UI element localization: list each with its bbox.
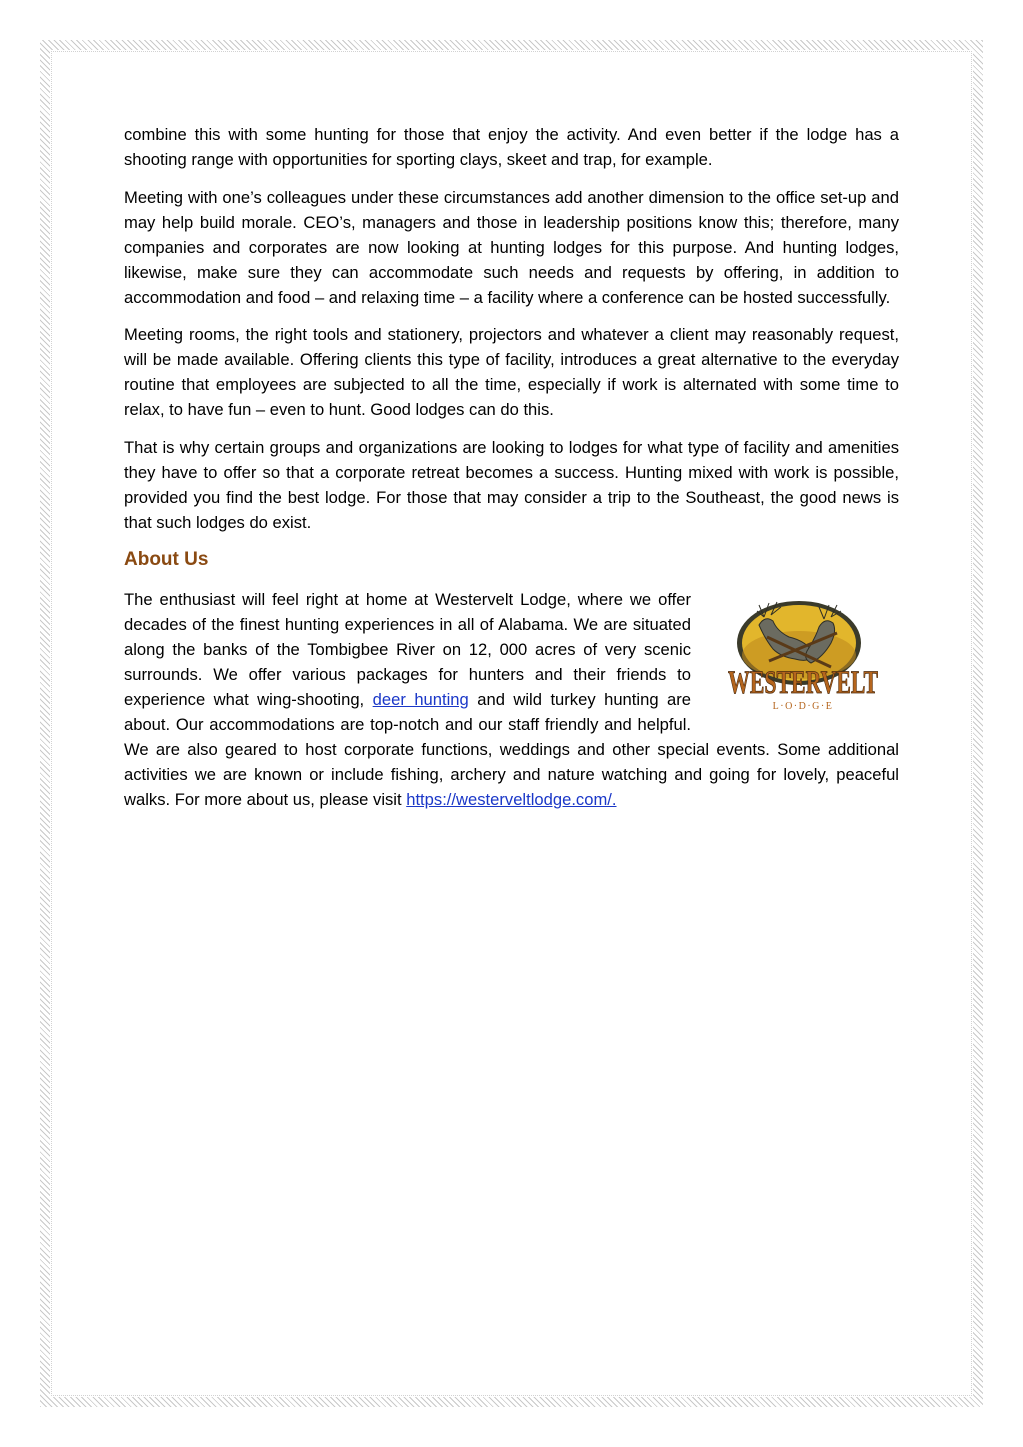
document-body (124, 122, 899, 825)
paragraph-2: Meeting with one’s colleagues under these circumstances add another dimension to the office set-up and may help build morale. CEO’s, managers and those in leadership positions know this; therefore, many companies and corporates are now looking at hunting lodges for this purpose. And hunting lodges, likewise, make sure they can accommodate such needs and requests by offering, in addition to accommodation and food – and relaxing time – a facility where a conference can be hosted successfully. (124, 187, 899, 307)
about-us-heading: About Us (124, 549, 209, 570)
paragraph-4: That is why certain groups and organizations are looking to lodges for what type of facility and amenities they have to offer so that a corporate retreat becomes a success. Hunting mixed with work is possible, provided you find the best lodge. For those that may consider a trip to the Southeast, the good news is that such lodges do exist. (124, 437, 899, 532)
logo-wordmark: WESTERVELT (728, 665, 878, 701)
logo-subtitle: L·O·D·G·E (772, 701, 834, 712)
about-text-2: and wild turkey hunting are about. Our accommodations are top-notch and our staff friendly and helpful. We are also geared to host corporate functions, weddings and other special events. Some additional activities we are known or include fishing, archery and nature watching and going for lovely, peaceful walks. For more about us, please visit (124, 690, 899, 809)
about-us-paragraph (124, 587, 899, 812)
about-text-1: The enthusiast will feel right at home at Westervelt Lodge, where we offer decades of the finest hunting experiences in all of Alabama. We are situated along the banks of the Tombigbee River on 12, 000 acres of very scenic surrounds. We offer various packages for hunters and their friends to experience what wing-shooting, (124, 590, 691, 709)
website-link[interactable]: https://westerveltlodge.com/. (406, 790, 617, 809)
deer-hunting-link[interactable]: deer hunting (372, 690, 469, 709)
paragraph-1: combine this with some hunting for those that enjoy the activity. And even better if the lodge has a shooting range with opportunities for sporting clays, skeet and trap, for example. (124, 125, 899, 169)
westervelt-lodge-logo (719, 597, 887, 717)
paragraph-3: Meeting rooms, the right tools and stationery, projectors and whatever a client may reasonably request, will be made available. Offering clients this type of facility, introduces a great alternative to the everyday routine that employees are subjected to all the time, especially if work is alternated with some time to relax, to have fun – even to hunt. Good lodges can do this. (124, 325, 899, 419)
